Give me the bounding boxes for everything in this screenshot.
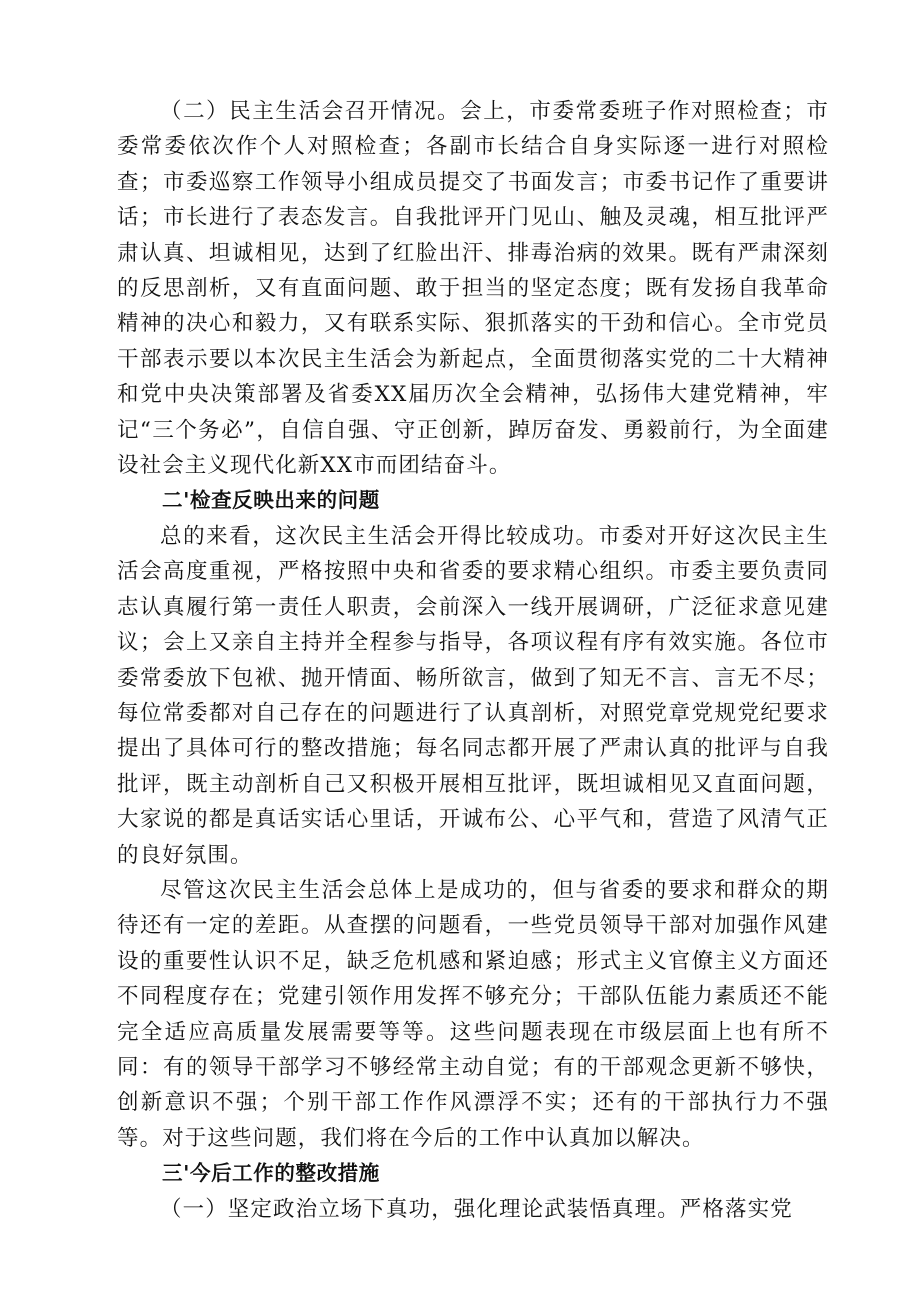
paragraph-measure-one: （一）坚定政治立场下真功，强化理论武装悟真理。严格落实党 bbox=[160, 1196, 793, 1222]
section-heading-problems: 二'检查反映出来的问题 bbox=[162, 488, 380, 513]
paragraph-gaps-and-issues: 尽管这次民主生活会总体上是成功的，但与省委的要求和群众的期待还有一定的差距。从查摆的问题看，一些党员领导干部对加强作风建设的重要性认识不足，缺乏危机感和紧迫感；形式主义官僚主义方面还不同程度存在；党建引领作用发挥不够充分；干部队伍能力素质还不能完全适应高质量发展需要等等。这些问题表现在市级层面上也有所不同：有的领导干部学习不够经常主动自觉；有的干部观念更新不够快，创新意识不强；个别干部工作作风漂浮不实；还有的干部执行力不强等。对于这些问题，我们将在今后的工作中认真加以解决。 bbox=[117, 877, 829, 1151]
document-body bbox=[117, 94, 829, 1227]
section-heading-rectification-measures: 三'今后工作的整改措施 bbox=[162, 1161, 380, 1186]
paragraph-overall-assessment: 总的来看，这次民主生活会开得比较成功。市委对开好这次民主生活会高度重视，严格按照中央和省委的要求精心组织。市委主要负责同志认真履行第一责任人职责，会前深入一线开展调研，广泛征求意见建议；会上又亲自主持并全程参与指导，各项议程有序有效实施。各位市委常委放下包袱、抛开情面、畅所欲言，做到了知无不言、言无不尽；每位常委都对自己存在的问题进行了认真剖析，对照党章党规党纪要求提出了具体可行的整改措施；每名同志都开展了严肃认真的批评与自我批评，既主动剖析自己又积极开展相互批评，既坦诚相见又直面问题，大家说的都是真话实话心里话，开诚布公、心平气和，营造了风清气正的良好氛围。 bbox=[117, 523, 829, 868]
paragraph-meeting-proceedings: （二）民主生活会召开情况。会上，市委常委班子作对照检查；市委常委依次作个人对照检查；各副市长结合自身实际逐一进行对照检查；市委巡察工作领导小组成员提交了书面发言；市委书记作了重要讲话；市长进行了表态发言。自我批评开门见山、触及灵魂，相互批评严肃认真、坦诚相见，达到了红脸出汗、排毒治病的效果。既有严肃深刻的反思剖析，又有直面问题、敢于担当的坚定态度；既有发扬自我革命精神的决心和毅力，又有联系实际、狠抓落实的干劲和信心。全市党员干部表示要以本次民主生活会为新起点，全面贯彻落实党的二十大精神和党中央决策部署及省委XX届历次全会精神，弘扬伟大建党精神，牢记“三个务必”，自信自强、守正创新，踔厉奋发、勇毅前行，为全面建设社会主义现代化新XX市而团结奋斗。 bbox=[117, 99, 829, 479]
